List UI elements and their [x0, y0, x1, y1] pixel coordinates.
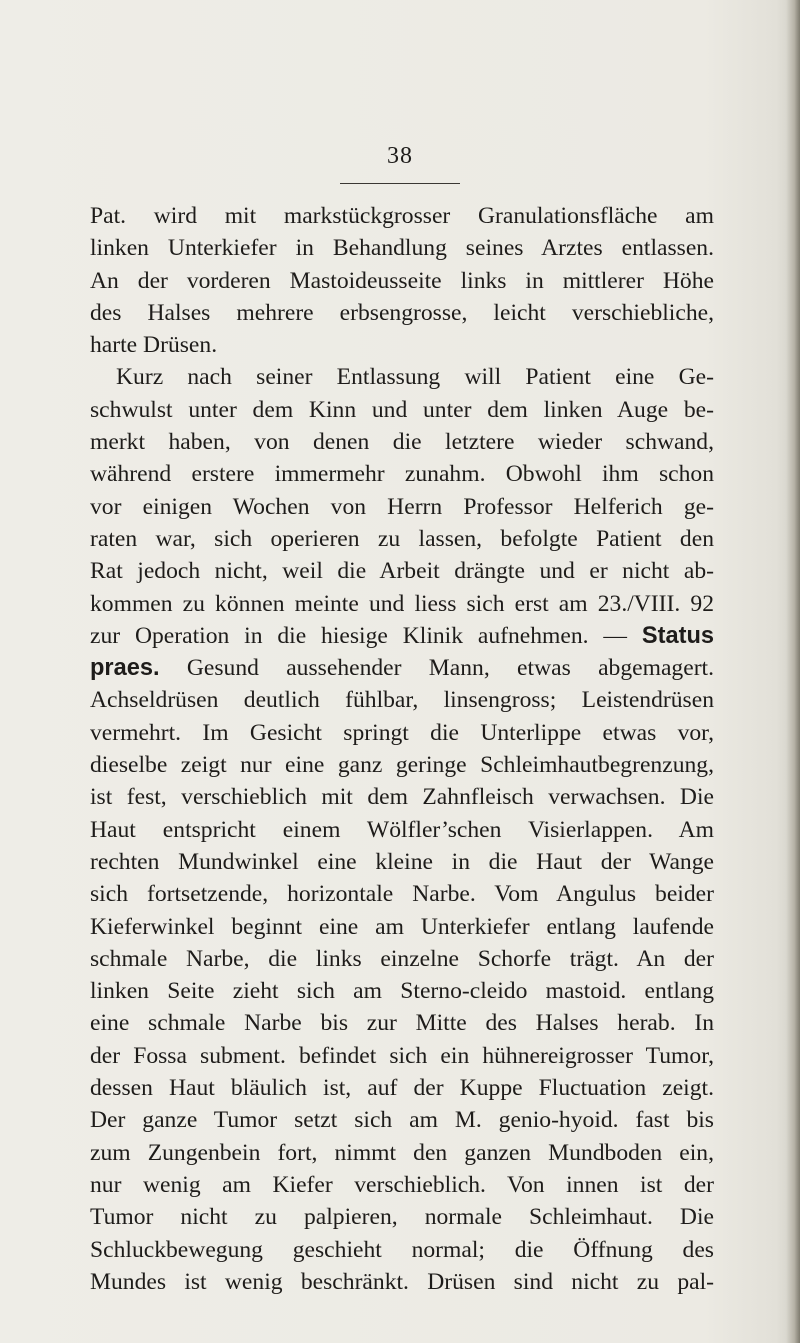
text-line: dessen Haut bläulich ist, auf der Kuppe Fluctuation zeigt.	[90, 1075, 714, 1102]
text-line	[90, 652, 714, 684]
text-line: Achseldrüsen deutlich fühlbar, linsengross; Leistendrüsen	[90, 687, 714, 714]
body-text	[90, 200, 714, 1298]
text-line: Rat jedoch nicht, weil die Arbeit drängte und er nicht ab-	[90, 558, 714, 585]
text-line: raten war, sich operieren zu lassen, befolgte Patient den	[90, 525, 714, 552]
text-line: vor einigen Wochen von Herrn Professor Helferich ge-	[90, 493, 714, 520]
text-line-part: Gesund aussehender Mann, etwas abgemagert.	[186, 655, 715, 682]
text-line: Mundes ist wenig beschränkt. Drüsen sind nicht zu pal-	[90, 1268, 714, 1295]
text-line-part: zur Operation in die hiesige Klinik aufnehmen. —	[90, 622, 628, 649]
text-line: Haut entspricht einem Wölfler’schen Visierlappen. Am	[90, 816, 714, 843]
text-line: rechten Mundwinkel eine kleine in die Haut der Wange	[90, 848, 714, 875]
text-line: des Halses mehrere erbsengrosse, leicht verschiebliche,	[90, 299, 714, 326]
page-number: 38	[387, 143, 413, 169]
text-line	[90, 620, 714, 652]
text-line: Der ganze Tumor setzt sich am M. genio-hyoid. fast bis	[90, 1107, 714, 1134]
page-number-rule	[340, 183, 460, 184]
text-line: während erstere immermehr zunahm. Obwohl ihm schon	[90, 461, 714, 488]
text-line: ist fest, verschieblich mit dem Zahnfleisch verwachsen. Die	[90, 784, 714, 811]
page-edge-shadow	[786, 0, 800, 1343]
status-heading: Status	[641, 622, 714, 649]
text-line: linken Unterkiefer in Behandlung seines Arztes entlassen.	[90, 235, 714, 262]
text-line: Schluckbewegung geschieht normal; die Öffnung des	[90, 1236, 714, 1263]
text-line: sich fortsetzende, horizontale Narbe. Vom Angulus beider	[90, 881, 714, 908]
text-line: dieselbe zeigt nur eine ganz geringe Schleimhautbegrenzung,	[90, 752, 714, 779]
text-line: Tumor nicht zu palpieren, normale Schleimhaut. Die	[90, 1204, 714, 1231]
text-line: kommen zu können meinte und liess sich erst am 23./VIII. 92	[90, 590, 714, 617]
text-line: der Fossa subment. befindet sich ein hühnereigrosser Tumor,	[90, 1042, 714, 1069]
text-line: zum Zungenbein fort, nimmt den ganzen Mundboden ein,	[90, 1139, 714, 1166]
text-line: An der vorderen Mastoideusseite links in mittlerer Höhe	[90, 267, 714, 294]
text-line: schmale Narbe, die links einzelne Schorfe trägt. An der	[90, 945, 714, 972]
text-line: linken Seite zieht sich am Sterno-cleido mastoid. entlang	[90, 978, 714, 1005]
text-line: vermehrt. Im Gesicht springt die Unterlippe etwas vor,	[90, 719, 714, 746]
text-line: Pat. wird mit markstückgrosser Granulationsfläche am	[90, 203, 714, 229]
text-line: merkt haben, von denen die letztere wieder schwand,	[90, 429, 714, 456]
praes-heading: praes.	[90, 655, 160, 682]
text-line: schwulst unter dem Kinn und unter dem linken Auge be-	[90, 396, 714, 423]
text-line: harte Drüsen.	[90, 332, 218, 359]
text-line: nur wenig am Kiefer verschieblich. Von innen ist der	[90, 1171, 714, 1198]
text-line: Kurz nach seiner Entlassung will Patient eine Ge-	[116, 364, 714, 391]
text-line: eine schmale Narbe bis zur Mitte des Halses herab. In	[90, 1010, 714, 1037]
text-line: Kieferwinkel beginnt eine am Unterkiefer entlang laufende	[90, 913, 714, 940]
